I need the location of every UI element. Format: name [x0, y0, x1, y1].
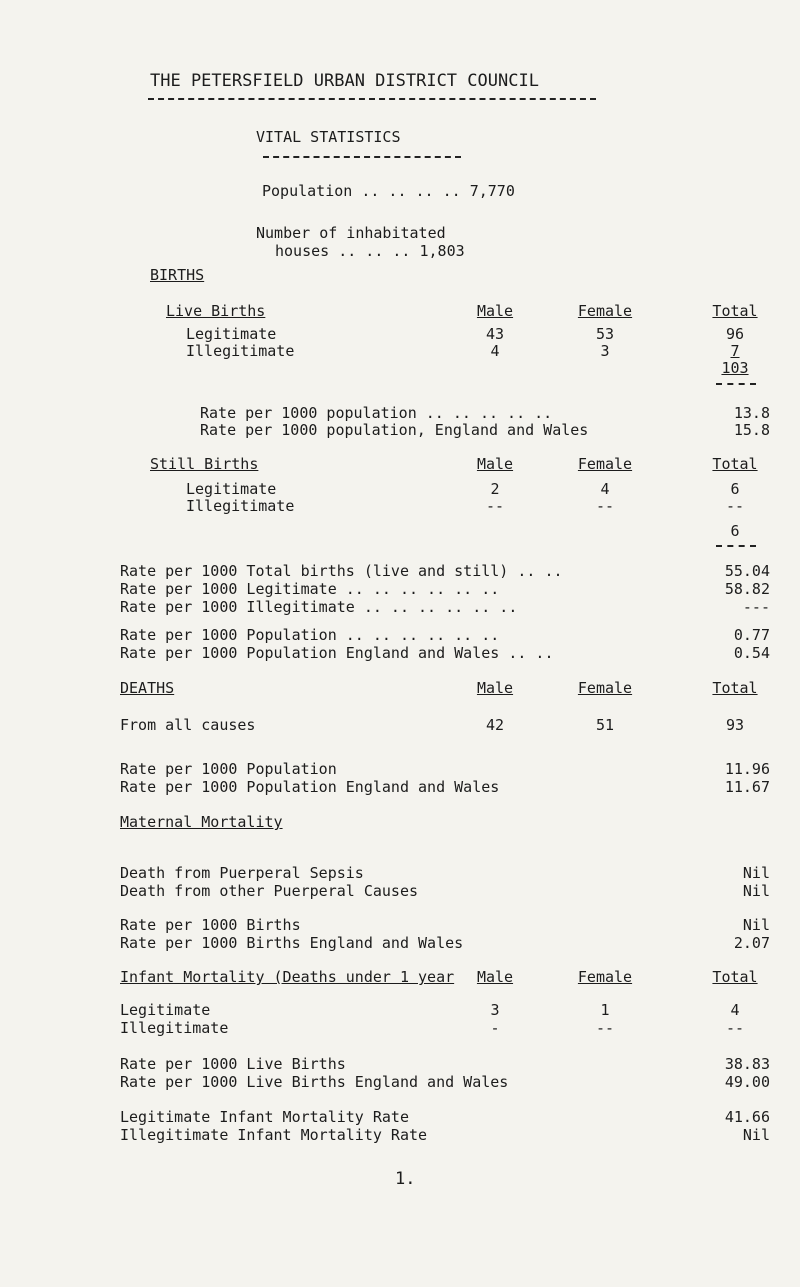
maternal-rate-births-value: Nil	[742, 916, 770, 934]
legitimate-infant-mortality-rate-value: 41.66	[724, 1108, 770, 1126]
legitimate-infant-mortality-rate: Legitimate Infant Mortality Rate	[120, 1108, 409, 1126]
still-col-female: Female	[577, 455, 633, 473]
infant-col-total: Total	[712, 968, 758, 986]
rate-legitimate: Rate per 1000 Legitimate .. .. .. .. .. ..	[120, 580, 500, 598]
rate-population-england-wales-value: 0.54	[733, 644, 770, 662]
still-births-heading: Still Births	[150, 455, 259, 473]
still-col-male: Male	[476, 455, 514, 473]
row-female: --	[595, 1019, 615, 1037]
row-total: 6	[730, 480, 740, 498]
maternal-other-causes: Death from other Puerperal Causes	[120, 882, 419, 900]
row-label: Legitimate	[186, 325, 277, 343]
maternal-rate-births: Rate per 1000 Births	[120, 916, 301, 934]
row-label: Illegitimate	[186, 342, 295, 360]
rate-england-wales: Rate per 1000 population, England and Wales	[200, 421, 589, 439]
infant-rate-england-wales-value: 49.00	[724, 1073, 770, 1091]
rate-illegitimate: Rate per 1000 Illegitimate .. .. .. .. .. ..	[120, 598, 518, 616]
live-births-heading: Live Births	[166, 302, 266, 320]
infant-col-female: Female	[577, 968, 633, 986]
row-male: 3	[490, 1001, 500, 1019]
row-total: --	[725, 1019, 745, 1037]
maternal-other-causes-value: Nil	[742, 882, 770, 900]
death-rate-england-wales: Rate per 1000 Population England and Wales	[120, 778, 500, 796]
live-col-total: Total	[712, 302, 758, 320]
illegitimate-infant-mortality-rate: Illegitimate Infant Mortality Rate	[120, 1126, 428, 1144]
maternal-rate-england-wales-value: 2.07	[733, 934, 770, 952]
row-male: --	[485, 497, 505, 515]
infant-mortality-heading: Infant Mortality (Deaths under 1 year	[120, 968, 455, 986]
row-total: 96	[725, 325, 745, 343]
rate-illegitimate-value: ---	[742, 598, 770, 616]
deaths-heading: DEATHS	[120, 679, 175, 697]
maternal-puerperal-sepsis-value: Nil	[742, 864, 770, 882]
rate-total-births: Rate per 1000 Total births (live and still) .. ..	[120, 562, 563, 580]
row-total: --	[725, 497, 745, 515]
row-label: Legitimate	[120, 1001, 211, 1019]
infant-col-male: Male	[476, 968, 514, 986]
rate-per-1000-population-value: 13.8	[733, 404, 770, 422]
still-sum-double-rule	[716, 545, 756, 547]
maternal-rate-england-wales: Rate per 1000 Births England and Wales	[120, 934, 464, 952]
row-label: Legitimate	[186, 480, 277, 498]
row-female: 1	[600, 1001, 610, 1019]
row-female: --	[595, 497, 615, 515]
row-female: 53	[595, 325, 615, 343]
rate-population-england-wales: Rate per 1000 Population England and Wales .. ..	[120, 644, 554, 662]
death-rate-population: Rate per 1000 Population	[120, 760, 337, 778]
row-female: 51	[595, 716, 615, 734]
document-subtitle: VITAL STATISTICS	[256, 128, 401, 146]
illegitimate-infant-mortality-rate-value: Nil	[742, 1126, 770, 1144]
rate-legitimate-value: 58.82	[724, 580, 770, 598]
population-line: Population .. .. .. .. 7,770	[262, 182, 515, 200]
subtitle-divider	[263, 156, 461, 158]
deaths-col-total: Total	[712, 679, 758, 697]
row-male: 2	[490, 480, 500, 498]
houses-label: Number of inhabitated	[256, 224, 446, 242]
still-births-sum: 6	[730, 522, 740, 540]
document-title: THE PETERSFIELD URBAN DISTRICT COUNCIL	[150, 71, 539, 91]
infant-rate-live-births-value: 38.83	[724, 1055, 770, 1073]
live-col-female: Female	[577, 302, 633, 320]
row-male: -	[490, 1019, 500, 1037]
row-label: Illegitimate	[120, 1019, 229, 1037]
rate-per-1000-population: Rate per 1000 population .. .. .. .. ..	[200, 404, 553, 422]
row-total: 93	[725, 716, 745, 734]
maternal-puerperal-sepsis: Death from Puerperal Sepsis	[120, 864, 364, 882]
title-divider	[148, 98, 596, 100]
live-col-male: Male	[476, 302, 514, 320]
maternal-mortality-heading: Maternal Mortality	[120, 813, 283, 831]
row-label: Illegitimate	[186, 497, 295, 515]
rate-england-wales-value: 15.8	[733, 421, 770, 439]
houses-line: houses .. .. .. 1,803	[275, 242, 465, 260]
row-total: 7	[730, 342, 740, 360]
infant-rate-england-wales: Rate per 1000 Live Births England and Wales	[120, 1073, 509, 1091]
rate-total-births-value: 55.04	[724, 562, 770, 580]
row-female: 4	[600, 480, 610, 498]
infant-rate-live-births: Rate per 1000 Live Births	[120, 1055, 346, 1073]
live-births-sum: 103	[721, 359, 749, 377]
page-number: 1.	[395, 1169, 416, 1189]
row-male: 42	[485, 716, 505, 734]
row-label: From all causes	[120, 716, 256, 734]
death-rate-population-value: 11.96	[724, 760, 770, 778]
sum-double-rule	[716, 383, 756, 385]
row-female: 3	[600, 342, 610, 360]
row-male: 43	[485, 325, 505, 343]
row-male: 4	[490, 342, 500, 360]
row-total: 4	[730, 1001, 740, 1019]
deaths-col-male: Male	[476, 679, 514, 697]
deaths-col-female: Female	[577, 679, 633, 697]
still-col-total: Total	[712, 455, 758, 473]
rate-population: Rate per 1000 Population .. .. .. .. .. ..	[120, 626, 500, 644]
rate-population-value: 0.77	[733, 626, 770, 644]
births-heading: BIRTHS	[150, 266, 205, 284]
death-rate-england-wales-value: 11.67	[724, 778, 770, 796]
